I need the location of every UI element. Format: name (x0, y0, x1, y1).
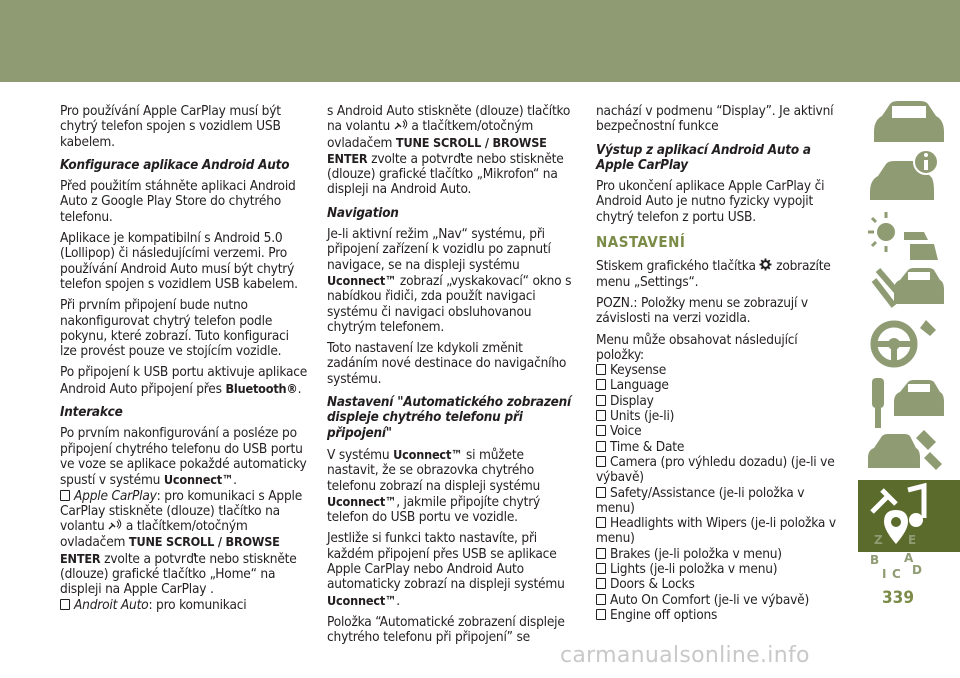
paragraph: Jestliže si funkci takto nastavíte, při každém připojení přes USB se aplikace Apple CarPlay nebo Android Auto automaticky zobrazí na displeji systému Uconnect™. (327, 530, 565, 609)
svg-text:B: B (870, 553, 880, 567)
watermark: carmanualsonline.info (560, 643, 810, 668)
checkbox-bullet-icon (596, 425, 606, 436)
page-number: 339 (882, 588, 914, 608)
bullet-apple-carplay: Apple CarPlay: pro komunikaci s Apple CarPlay stiskněte (dlouze) tlačítko na volantu a tlačítkem/otočným ovladačem TUNE SCROLL / BROWSE ENTER zvolte a potvrďte nebo stiskněte (dlouze) grafické tlačítko „Home“ na displeji na Apple CarPlay . (60, 487, 303, 598)
heading-navigation: Navigation (327, 205, 399, 221)
settings-menu-item: Brakes (je-li položka v menu) (596, 547, 844, 562)
paragraph: Menu může obsahovat následující položky: (596, 331, 798, 363)
svg-text:I: I (882, 567, 887, 581)
index-letters-icon[interactable] (858, 528, 960, 596)
heading-android-config: Konfigurace aplikace Android Auto (60, 157, 290, 173)
checkbox-bullet-icon (596, 563, 606, 574)
checkbox-bullet-icon (60, 599, 70, 610)
checkbox-bullet-icon (596, 487, 606, 498)
car-service-icon[interactable] (858, 420, 960, 488)
paragraph: Pro ukončení aplikace Apple CarPlay či Android Auto je nutno fyzicky vypojit chytrý telefon z portu USB. (596, 178, 825, 225)
paragraph: Po připojení k USB portu aktivuje aplikace Android Auto připojení přes Bluetooth®. (60, 364, 308, 397)
voice-command-icon (108, 519, 122, 531)
settings-menu-item: Time & Date (596, 440, 844, 455)
svg-text:E: E (908, 533, 917, 547)
paragraph: Pro používání Apple CarPlay musí být chytrý telefon spojen s vozidlem USB kabelem. (60, 103, 281, 150)
svg-text:D: D (912, 563, 922, 577)
paragraph: Je-li aktivní režim „Nav“ systému, při připojení zařízení k vozidlu po zapnutí navigace, se na displeji systému Uconnect™ zobrazí „vyskakovací“ okno s nabídkou řidiči, zda použít navigaci systému či navigaci obsluhovanou chytrým telefonem. (327, 226, 572, 335)
svg-text:C: C (892, 567, 901, 581)
settings-menu-item: Headlights with Wipers (je-li položka v menu) (596, 515, 836, 547)
checkbox-bullet-icon (596, 517, 606, 528)
heading-interaction: Interakce (60, 405, 123, 421)
checkbox-bullet-icon (596, 441, 606, 452)
paragraph: nachází v podmenu “Display”. Je aktivní bezpečnostní funkce (596, 103, 834, 135)
paragraph: V systému Uconnect™ si můžete nastavit, že se obrazovka chytrého telefonu zobrazí na displeji systému Uconnect™, jakmile připojíte chytrý telefon do USB portu ve vozidle. (327, 446, 541, 526)
paragraph: Aplikace je kompatibilní s Android 5.0 (Lollipop) či následujícími verzemi. Pro používání Android Auto musí být chytrý telefon spojen s vozidlem USB kabelem. (60, 230, 298, 292)
settings-menu-item: Camera (pro výhledu dozadu) (je-li ve výbavě) (596, 453, 835, 486)
checkbox-bullet-icon (596, 410, 606, 421)
settings-menu-item: Engine off options (596, 608, 844, 623)
settings-menu-item: Voice (596, 424, 844, 439)
checkbox-bullet-icon (60, 490, 70, 501)
svg-text:Z: Z (874, 533, 883, 547)
settings-menu-item: Auto On Comfort (je-li ve výbavě) (596, 593, 844, 608)
heading-exit-apps: Výstup z aplikací Android Auto a Apple CarPlay (596, 142, 811, 173)
settings-menu-item: Display (596, 394, 844, 409)
gear-icon (759, 258, 772, 271)
checkbox-bullet-icon (596, 578, 606, 589)
checkbox-bullet-icon (596, 456, 606, 467)
heading-auto-display: Nastavení "Automatického zobrazení displeje chytrého telefonu při připojení" (327, 395, 571, 441)
paragraph: Při prvním připojení bude nutno nakonfigurovat chytrý telefon podle pokynu, které zobrazí. Tuto konfiguraci lze provést pouze ve stojícím vozidle. (60, 297, 289, 360)
checkbox-bullet-icon (596, 379, 606, 390)
header-bar (0, 0, 960, 82)
checkbox-bullet-icon (596, 609, 606, 620)
paragraph: Stiskem grafického tlačítka zobrazíte menu „Settings“. (596, 258, 831, 290)
settings-menu-item: Keysense (596, 363, 844, 378)
paragraph: Položka “Automatické zobrazení displeje chytrého telefonu při připojení” se (327, 613, 565, 646)
voice-command-icon (394, 119, 408, 131)
settings-menu-item: Safety/Assistance (je-li položka v menu) (596, 484, 805, 516)
bullet-android-auto: Androit Auto: pro komunikaci (60, 598, 308, 613)
column-1 (60, 104, 308, 613)
paragraph: s Android Auto stiskněte (dlouze) tlačítko na volantu a tlačítkem/otočným ovladačem TUNE SCROLL / BROWSE ENTER zvolte a potvrďte nebo stiskněte (dlouze) grafické tlačítko „Mikrofon“ na displeji na Android Auto. (327, 103, 571, 198)
checkbox-bullet-icon (596, 395, 606, 406)
settings-menu-list (596, 363, 844, 623)
settings-menu-item: Lights (je-li položka v menu) (596, 562, 844, 577)
settings-menu-item: Doors & Locks (596, 577, 844, 592)
paragraph: POZN.: Položky menu se zobrazují v závislosti na verzi vozidla. (596, 294, 808, 327)
paragraph: Po prvním nakonfigurování a posléze po připojení chytrého telefonu do USB portu ve voze se aplikace pokaždé automaticky spustí v systému Uconnect™. (60, 425, 307, 489)
column-3 (596, 104, 844, 623)
svg-text:A: A (904, 551, 914, 565)
section-title-settings: NASTAVENÍ (596, 233, 686, 252)
checkbox-bullet-icon (596, 594, 606, 605)
paragraph: Toto nastavení lze kdykoli změnit zadáním nové destinace do navigačního systému. (327, 340, 567, 387)
checkbox-bullet-icon (596, 364, 606, 375)
settings-menu-item: Units (je-li) (596, 409, 844, 424)
settings-menu-item: Language (596, 378, 844, 393)
column-2 (327, 104, 575, 652)
car-info-icon[interactable] (858, 146, 960, 214)
paragraph: Před použitím stáhněte aplikaci Android Auto z Google Play Store do chytrého telefonu. (60, 178, 296, 225)
checkbox-bullet-icon (596, 548, 606, 559)
